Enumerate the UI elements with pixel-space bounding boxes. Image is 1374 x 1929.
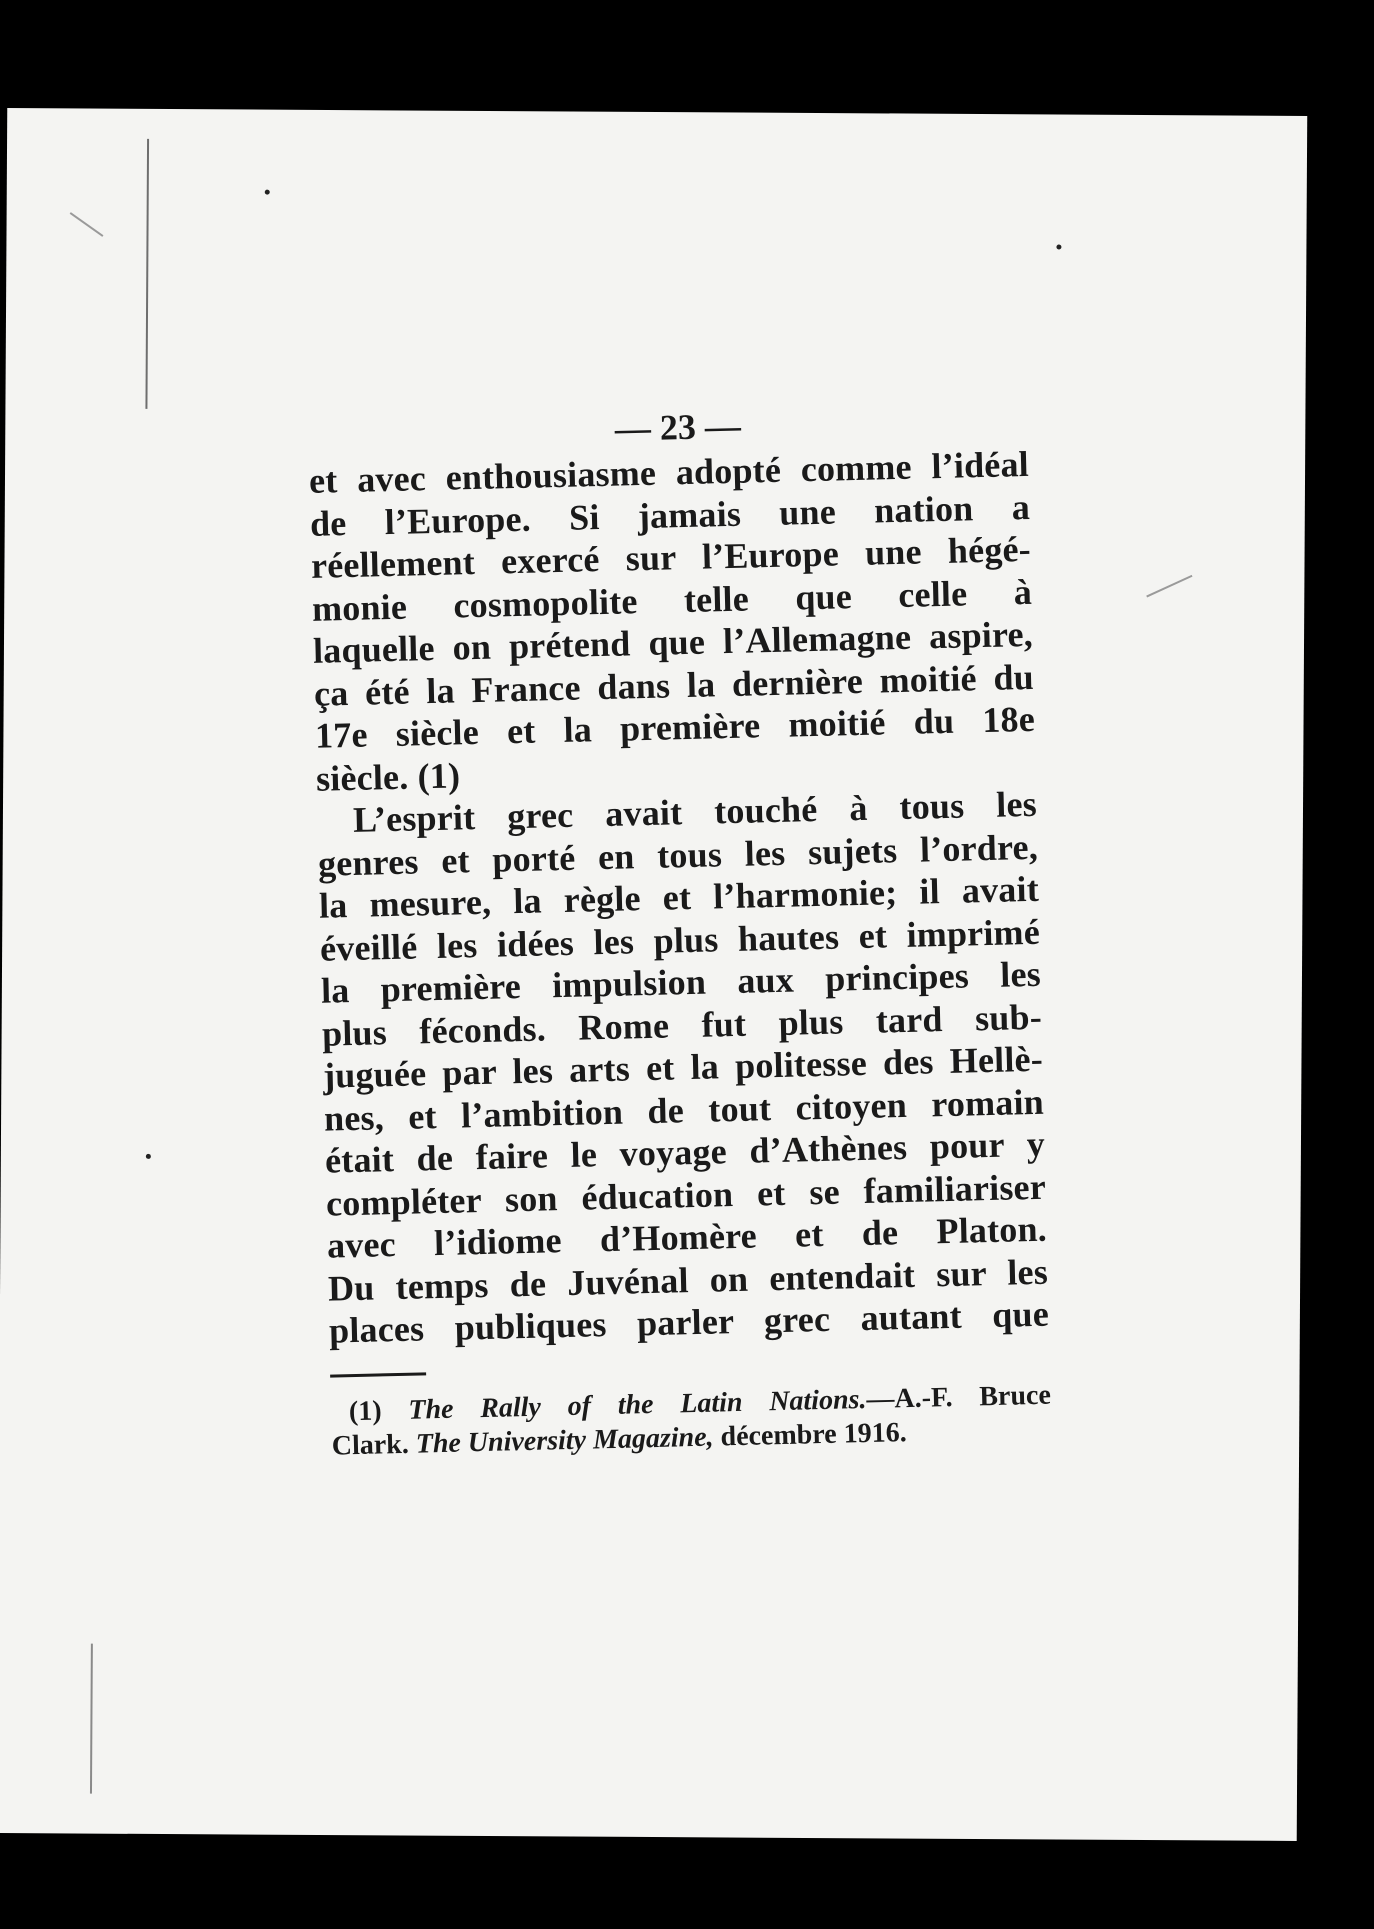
scan-scratch [1146,575,1192,598]
gutter-mark [145,139,149,409]
footnote-author-end: Clark. [331,1428,410,1462]
text-line: genres et porté en tous les sujets l’ordre, [317,826,1039,884]
text-line: avec l’idiome d’Homère et de Platon. [326,1208,1048,1266]
text-line: Du temps de Juvénal on entendait sur les [327,1251,1049,1309]
text-line: la première impulsion aux principes les [320,953,1042,1011]
text-block [307,395,1052,1463]
footnote-magazine: The University Magazine, [415,1421,714,1460]
footnote-marker: (1) [348,1394,382,1427]
text-line: compléter son éducation et se familiariser [325,1166,1047,1224]
text-line: L’esprit grec avait touché à tous les [352,783,1038,840]
text-line: et avec enthousiasme adopté comme l’idéal [308,443,1030,501]
text-line: réellement exercé sur l’Europe une hégé- [310,528,1032,586]
text-line: nes, et l’ambition de tout citoyen romain [323,1081,1045,1139]
text-line: la mesure, la règle et l’harmonie; il avait [318,868,1040,926]
page-number: — 23 — [614,405,742,449]
text-line: juguée par les arts et la politesse des Hellè- [322,1038,1044,1096]
text-line: siècle. (1) [315,754,461,799]
text-line: laquelle on prétend que l’Allemagne aspire, [312,613,1034,671]
text-line: monie cosmopolite telle que celle à [311,571,1033,629]
text-line: était de faire le voyage d’Athènes pour y [324,1123,1046,1181]
footnote-author: —A.-F. Bruce [866,1379,1052,1415]
scan-speck [1056,244,1061,249]
text-line: ça été la France dans la dernière moitié du [313,656,1035,714]
text-line: places publiques parler grec autant que [328,1293,1050,1351]
gutter-mark [90,1644,93,1794]
scan-scratch [70,212,104,237]
text-line: 17e siècle et la première moitié du 18e [314,698,1036,756]
footnote-date: décembre 1916. [720,1416,907,1452]
text-line: plus féconds. Rome fut plus tard sub- [321,996,1043,1054]
footnote-rule [330,1372,426,1377]
footnote-title: The Rally of the Latin Nations. [408,1383,867,1426]
scan-speck [146,1154,151,1159]
text-line: de l’Europe. Si jamais une nation a [309,486,1031,544]
footnote [331,1378,1052,1463]
book-page [0,108,1307,1841]
text-line: éveillé les idées les plus hautes et imprimé [319,911,1041,969]
scan-speck [265,190,270,195]
